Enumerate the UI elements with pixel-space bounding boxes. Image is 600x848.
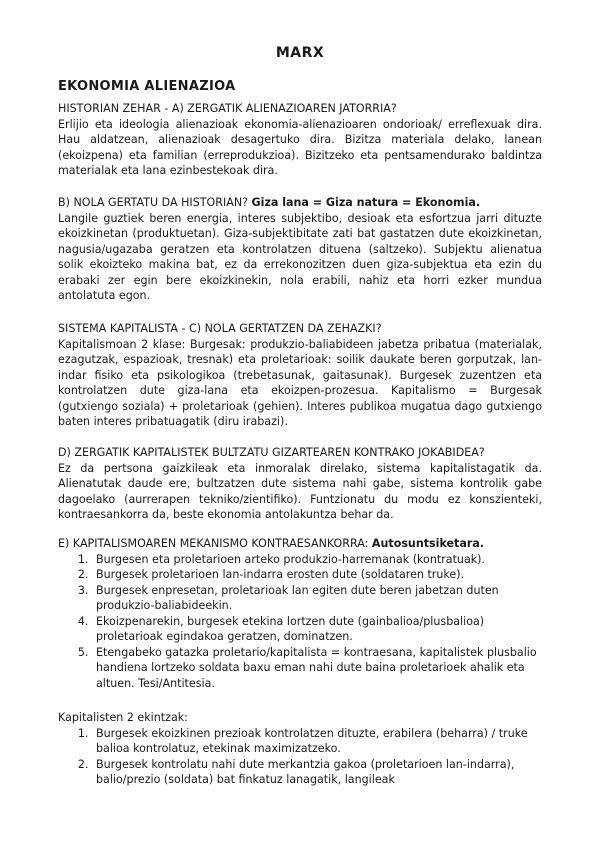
section-a-heading: HISTORIAN ZEHAR - A) ZERGATIK ALIENAZIOAREN JATORRIA? (58, 102, 397, 115)
section-e-heading-text: E) KAPITALISMOAREN MEKANISMO KONTRAESANKORRA: (58, 537, 372, 550)
section-c-body: Kapitalismoan 2 klase: Burgesak: produkzio-baliabideen jabetza pribatua (materialak, ezagutzak, espazioak, tresnak) eta proletarioak: soilik daukate beren gorputzak, lan-indar fisiko eta psikologikoa (trebetasunak, gaitasunak). Burgesek zuzentzen eta kontrolatzen dute giza-lana eta ekoizpen-prozesua. Kapitalismo = Burgesak (gutxiengo soziala) + proletarioak (gehien). Interes publikoa mugatua dago gutxiengo baten interes pribatuagatik (diru irabazi). (58, 337, 542, 428)
section-b (58, 195, 542, 304)
section-c-heading: SISTEMA KAPITALISTA - C) NOLA GERTATZEN DA ZEHAZKI? (58, 322, 382, 335)
list-item: 5. Etengabeko gatazka proletario/kapitalista = kontraesana, kapitalistek plusbalio handiena lortzeko soldata baxu eman nahi dute baina proletarioek ahalik eta altuen. Tesi/Antitesia. (92, 645, 542, 692)
section-b-body: Langile guztiek beren energia, interes subjektibo, desioak eta esfortzua jarri dituzte ekoizkinetan (produktuetan). Giza-subjektibitate zati bat gastatzen dute ekoizkinetan, nagusia/ugazaba geratzen eta kontrolatzen dituena (saltzeko). Subjektu alienatua solik ekoizteko makina bat, ez da errekonozitzen duen giza-subjektua eta ezin du erabaki zer egin bere ekoizkinekin, nola erabili, nahiz eta horri ezker mundua antolatuta egon. (58, 211, 542, 302)
section-c (58, 321, 542, 430)
section-e-heading (58, 536, 542, 552)
section-title: EKONOMIA ALIENAZIOA (58, 79, 236, 94)
section-actions-heading: Kapitalisten 2 ekintzak: (58, 711, 188, 724)
document-title: MARX (275, 45, 325, 61)
section-d-heading: D) ZERGATIK KAPITALISTEK BULTZATU GIZARTEAREN KONTRAKO JOKABIDEA? (58, 446, 485, 459)
section-e-heading-bold: Autosuntsiketara. (371, 537, 485, 550)
section-e-list (58, 552, 542, 692)
section-b-heading (58, 195, 542, 211)
section-d (58, 445, 542, 523)
section-actions (58, 710, 542, 788)
list-item: 3. Burgesek enpresetan, proletarioak lan egiten dute beren jabetzan duten produkzio-baliabideekin. (92, 583, 542, 614)
list-item: 4. Ekoizpenarekin, burgesek etekina lortzen dute (gainbalioa/plusbalioa) proletarioak egindakoa geratzen, dominatzen. (92, 614, 542, 645)
section-b-heading-bold: Giza lana = Giza natura = Ekonomia. (251, 196, 481, 209)
list-item: 2. Burgesek proletarioen lan-indarra erosten dute (soldataren truke). (92, 567, 542, 583)
section-b-heading-text: B) NOLA GERTATU DA HISTORIAN? (58, 196, 252, 209)
list-item: 1. Burgesen eta proletarioen arteko produkzio-harremanak (kontratuak). (92, 552, 542, 568)
section-e (58, 536, 542, 691)
section-a-body: Erlijio eta ideologia alienazioak ekonomia-alienazioaren ondorioak/ erreflexuak dira. Hau aldatzean, alienazioak desagertuko dira. Bizitza materiala delako, lanean (ekoizpena) eta familian (erreprodukzioa). Bizitzeko eta pentsamendurako baldintza materialak eta lana ezinbestekoak dira. (58, 117, 542, 177)
section-a (58, 101, 542, 179)
section-d-body: Ez da pertsona gaizkileak eta inmoralak direlako, sistema kapitalistagatik da. Alienatutak daude ere, bultzatzen dute sistema nahi gabe, sistema kontrolik gabe dagoelako (aurrerapen tekniko/zientifiko). Funtzionatu du modu ez konszienteki, kontraesankorra da, beste ekonomia antolakuntza behar da. (58, 461, 542, 521)
list-item: 2. Burgesek kontrolatu nahi dute merkantzia gakoa (proletarioen lan-indarra), balio/prezio (soldata) bat finkatuz lanagatik, langileak (92, 757, 542, 788)
list-item: 1. Burgesek ekoizkinen prezioak kontrolatzen dituzte, erabilera (beharra) / truke balioa kontrolatuz, etekinak maximizatzeko. (92, 726, 542, 757)
section-actions-list (58, 726, 542, 788)
